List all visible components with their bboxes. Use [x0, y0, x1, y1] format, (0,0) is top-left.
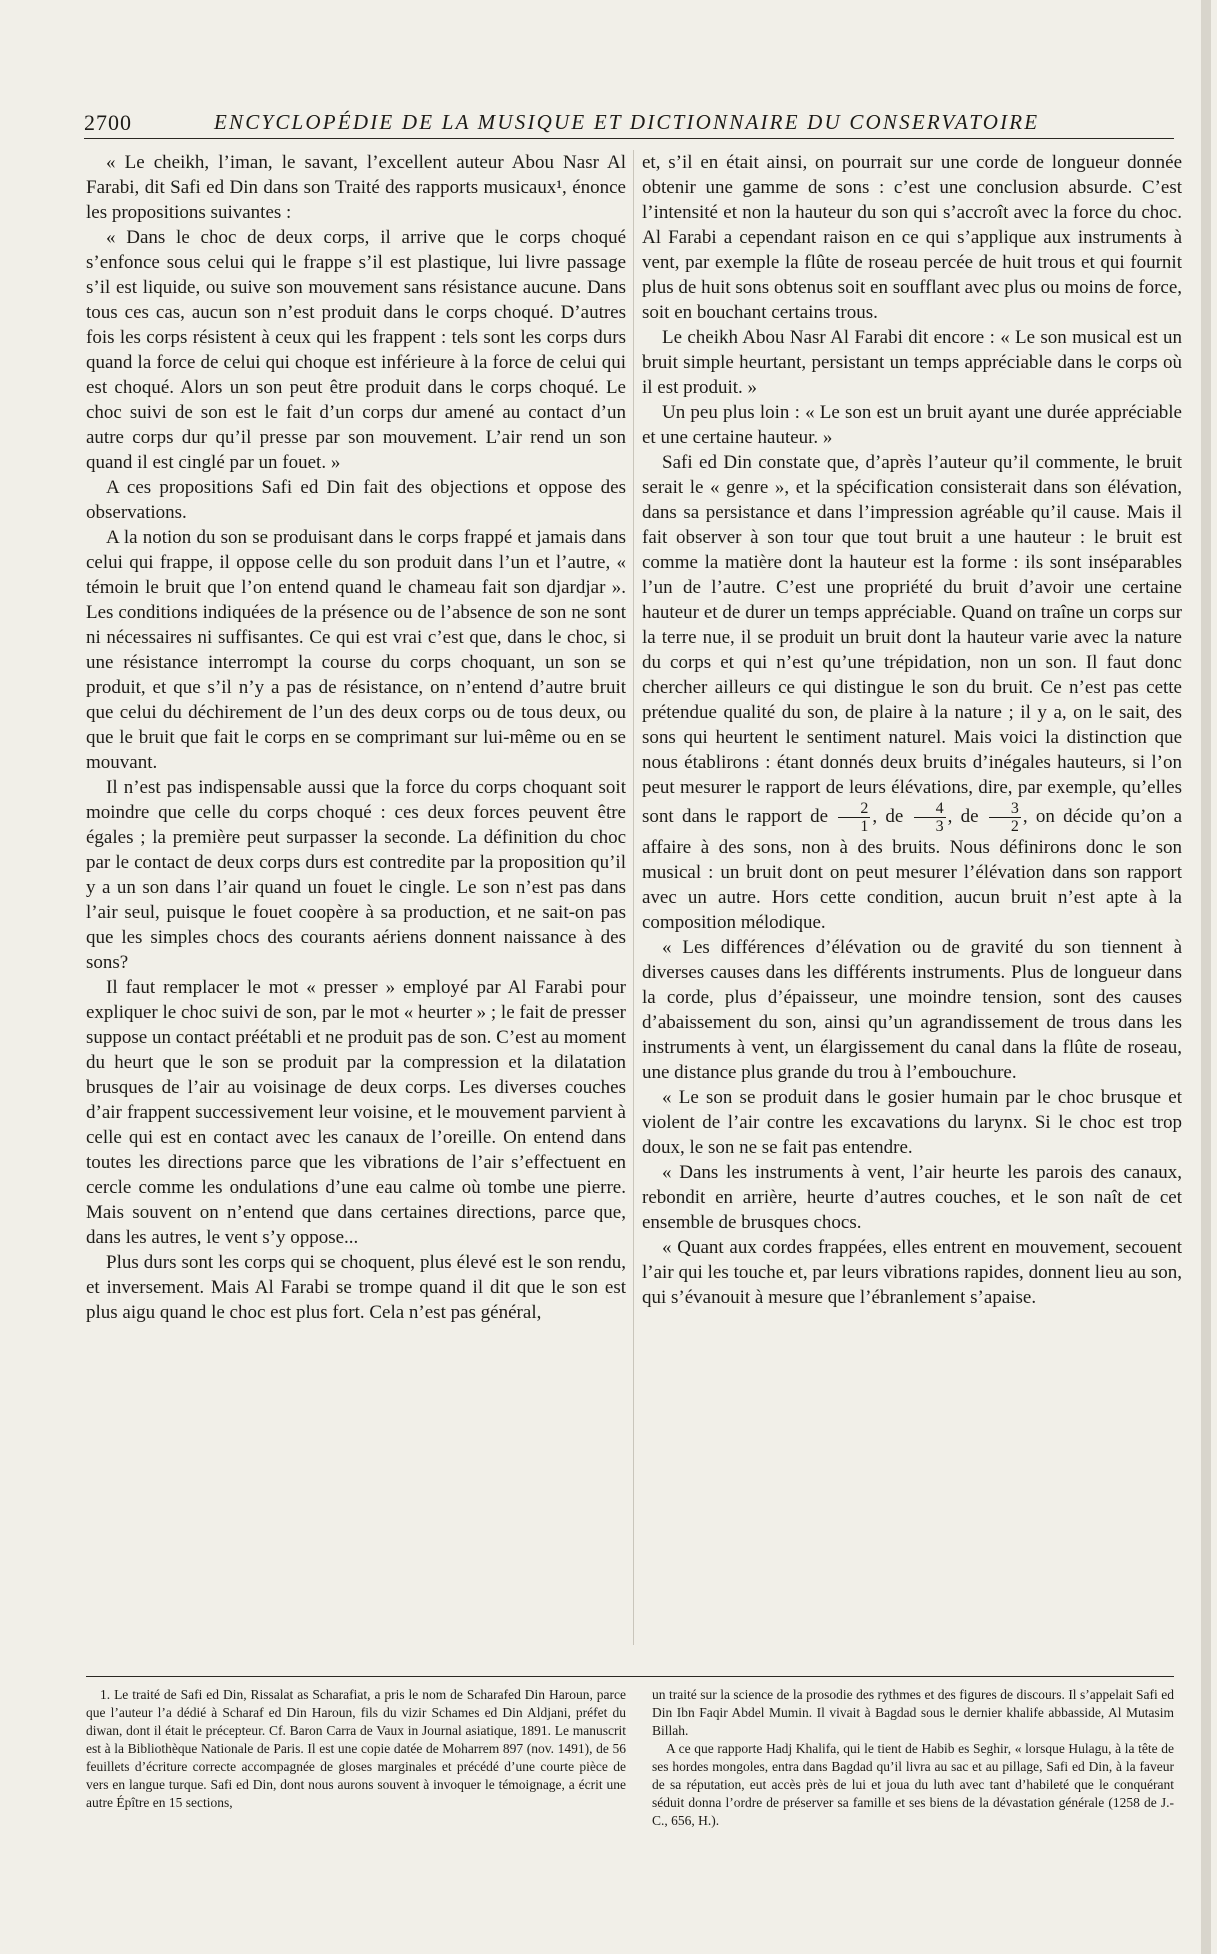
fraction-numerator: 3 — [989, 800, 1021, 818]
page-header — [84, 108, 1174, 139]
paragraph: Plus durs sont les corps qui se choquent, plus élevé est le son rendu, et inversement. Mais Al Farabi se trompe quand il dit que le son est plus aigu quand le choc est plus fort. Cela n’est pas général, — [86, 1252, 626, 1323]
column-divider — [633, 150, 634, 1645]
paragraph: A la notion du son se produisant dans le corps frappé et jamais dans celui qui frappe, il oppose celle du son produit dans l’un et l’autre, « témoin le bruit que l’on entend quand le chameau fait son djardjar ». Les conditions indiquées de la présence ou de l’absence de son ne sont ni nécessaires ni suffisantes. Ce qui est vrai c’est que, dans le choc, si une résistance interrompt la course du corps choquant, un son se produit, et que s’il n’y a pas de résistance, on n’entend d’autre bruit que celui du déchirement de l’un des deux corps ou de tous deux, ou que le bruit que fait le corps en se comprimant sur lui-même ou en se mouvant. — [86, 527, 626, 773]
fraction-denominator: 1 — [860, 818, 869, 835]
paragraph: « Quant aux cordes frappées, elles entrent en mouvement, secouent l’air qui les touche et, par leurs vibrations rapides, donnent lieu au son, qui s’évanouit à mesure que l’ébranlement s’apaise. — [642, 1237, 1182, 1308]
fraction-denominator: 3 — [935, 818, 944, 835]
text-run: , de — [872, 805, 904, 827]
text-run: , de — [947, 805, 979, 827]
paragraph: et, s’il en était ainsi, on pourrait sur une corde de longueur donnée obtenir une gamme de sons : c’est une conclusion absurde. C’est l’intensité et non la hauteur du son qui s’accroît avec la force du choc. Al Farabi a cependant raison en ce qui s’applique aux instruments à vent, par exemple la flûte de roseau percée de huit trous et qui fournit plus de huit sons obtenus soit en soufflant avec plus ou moins de force, soit en bouchant certains trous. — [642, 152, 1183, 323]
paragraph: Il n’est pas indispensable aussi que la force du corps choquant soit moindre que celle du corps choqué : ces deux forces peuvent être égales ; la première peut surpasser la seconde. La définition du choc par le contact de deux corps durs est contredite par la proposition qu’il y a un son dans l’air quand un fouet le cingle. Le son n’est pas dans l’air seul, puisque le fouet coopère à sa production, et ne sait-on pas que les simples chocs des courants aériens donnent naissance à des sons? — [86, 777, 626, 973]
fraction — [914, 800, 946, 835]
paragraph: Il faut remplacer le mot « presser » employé par Al Farabi pour expliquer le choc suivi de son, par le mot « heurter » ; le fait de presser suppose un contact préétabli et ne produit pas de son. C’est au moment du heurt que le son se produit par la compression et la dilatation brusques de l’air au voisinage de deux corps. Les diverses couches d’air frappent successivement leur voisine, et le mouvement parvient à celle qui est en contact avec les canaux de l’oreille. On entend dans toutes les directions parce que les vibrations de l’air s’effectuent en cercle comme les ondulations d’une eau calme où tombe une pierre. Mais souvent on n’entend que dans certaines directions, parce que, dans les autres, le vent s’y oppose... — [86, 977, 626, 1248]
paragraph: « Dans le choc de deux corps, il arrive que le corps choqué s’enfonce sous celui qui le frappe s’il est plastique, lui livre passage s’il est liquide, ou suive son mouvement sans résistance aucune. Dans tous ces cas, aucun son n’est produit dans le corps choqué. D’autres fois les corps résistent à ceux qui les frappent : tels sont les corps durs quand la force de celui qui choque est inférieure à la force de celui qui est choqué. Alors un son peut être produit dans le corps choqué. Le choc suivi de son est le fait d’un corps dur amené au contact d’un autre corps dur qu’il presse par son mouvement. L’air rend un son quand il est cinglé par un fouet. » — [86, 227, 626, 473]
fraction-denominator: 2 — [1010, 818, 1019, 835]
paragraph: « Le cheikh, l’iman, le savant, l’excellent auteur Abou Nasr Al Farabi, dit Safi ed Din dans son Traité des rapports musicaux¹, énonce les propositions suivantes : — [86, 152, 626, 223]
footnote-rule — [86, 1676, 1174, 1677]
paragraph: Le cheikh Abou Nasr Al Farabi dit encore : « Le son musical est un bruit simple heurtant, persistant un temps appréciable dans le corps où il est produit. » — [642, 327, 1182, 398]
right-column — [642, 150, 1182, 1310]
fraction-numerator: 2 — [838, 800, 870, 818]
footnote-left — [86, 1686, 626, 1812]
paragraph: Un peu plus loin : « Le son est un bruit ayant une durée appréciable et une certaine hauteur. » — [642, 402, 1182, 448]
text-run: Safi ed Din constate que, d’après l’auteur qu’il commente, le bruit serait le « genre », et la spécification consisterait dans son élévation, dans sa persistance et dans l’impression agréable qu’il cause. Mais il fait observer à son tour que tout bruit a une hauteur : le bruit est comme la matière dont la hauteur est la forme : ils sont inséparables l’un de l’autre. C’est une propriété du bruit d’avoir une certaine hauteur et de durer un temps appréciable. Quand on traîne un corps sur la terre nue, il se produit un bruit dont la hauteur varie avec la nature du corps et qui n’est qu’une trépidation, non un son. Il faut donc chercher ailleurs ce qui distingue le son du bruit. Ce n’est pas cette prétendue qualité du son, de plaire à la nature ; il y a, on le sait, des sons qui heurtent le sentiment naturel. Mais voici la distinction que nous établirons : étant donnés deux bruits d’inégales hauteurs, si l’on peut mesurer le rapport de leurs élévations, dire, par exemple, qu’elles sont dans le rapport de — [642, 452, 1182, 827]
text-run: , on décide qu’on a affaire à des sons, non à des bruits. Nous définirons donc le son musical : un bruit dont on peut mesurer l’élévation dans son rapport avec un autre. Hors cette condition, aucun bruit n’est apte à la composition mélodique. — [642, 805, 1183, 933]
fraction-paragraph — [642, 450, 1182, 935]
footnote-right — [652, 1686, 1174, 1830]
footnote-text: A ce que rapporte Hadj Khalifa, qui le tient de Habib es Seghir, « lorsque Hulagu, à la tête de ses hordes mongoles, entra dans Bagdad qu’il livra au sac et au pillage, Safi ed Din, à la faveur de sa réputation, eut accès près de lui et joua du luth avec tant d’habileté que le conquérant séduit donna l’ordre de préserver sa famille et ses biens de la dévastation générale (1258 de J.-C., 656, H.). — [652, 1741, 1174, 1828]
paragraph: « Le son se produit dans le gosier humain par le choc brusque et violent de l’air contre les excavations du larynx. Si le choc est trop doux, le son ne se fait pas entendre. — [642, 1087, 1182, 1158]
footnote-text: 1. Le traité de Safi ed Din, Rissalat as Scharafiat, a pris le nom de Scharafed Din Haroun, parce que l’auteur l’a dédié à Scharaf ed Din Haroun, fils du vizir Schames ed Din Aldjani, préfet du diwan, dont il était le précepteur. Cf. Baron Carra de Vaux in Journal asiatique, 1891. Le manuscrit est à la Bibliothèque Nationale de Paris. Il est une copie datée de Moharrem 897 (nov. 1491), de 56 feuillets d’écriture correcte accompagnée de gloses marginales et précédé d’une courte pièce de vers en langue turque. Safi ed Din, dont nous aurons souvent à invoquer le témoignage, a écrit une autre Épître en 15 sections, — [86, 1687, 626, 1810]
fraction — [989, 800, 1021, 835]
paragraph: « Dans les instruments à vent, l’air heurte les parois des canaux, rebondit en arrière, heurte d’autres couches, et le son naît de cet ensemble de brusques chocs. — [642, 1162, 1182, 1233]
page-edge — [1201, 0, 1211, 1954]
page-number: 2700 — [84, 110, 132, 135]
fraction — [838, 800, 870, 835]
running-title: ENCYCLOPÉDIE DE LA MUSIQUE ET DICTIONNAIRE DU CONSERVATOIRE — [214, 110, 1040, 134]
paragraph: « Les différences d’élévation ou de gravité du son tiennent à diverses causes dans les différents instruments. Plus de longueur dans la corde, plus d’épaisseur, une moindre tension, sont des causes d’abaissement du son, ainsi qu’un agrandissement de trous dans les instruments à vent, un élargissement du canal dans la flûte de roseau, une distance plus grande du trou à l’embouchure. — [642, 937, 1182, 1083]
paragraph: A ces propositions Safi ed Din fait des objections et oppose des observations. — [86, 477, 626, 523]
left-column — [86, 150, 626, 1325]
footnote-text: un traité sur la science de la prosodie des rythmes et des figures de discours. Il s’appelait Safi ed Din Ibn Faqir Abdel Mumin. Il vivait à Bagdad sous le dernier khalife abbasside, Al Mutasim Billah. — [652, 1687, 1174, 1738]
fraction-numerator: 4 — [914, 800, 946, 818]
